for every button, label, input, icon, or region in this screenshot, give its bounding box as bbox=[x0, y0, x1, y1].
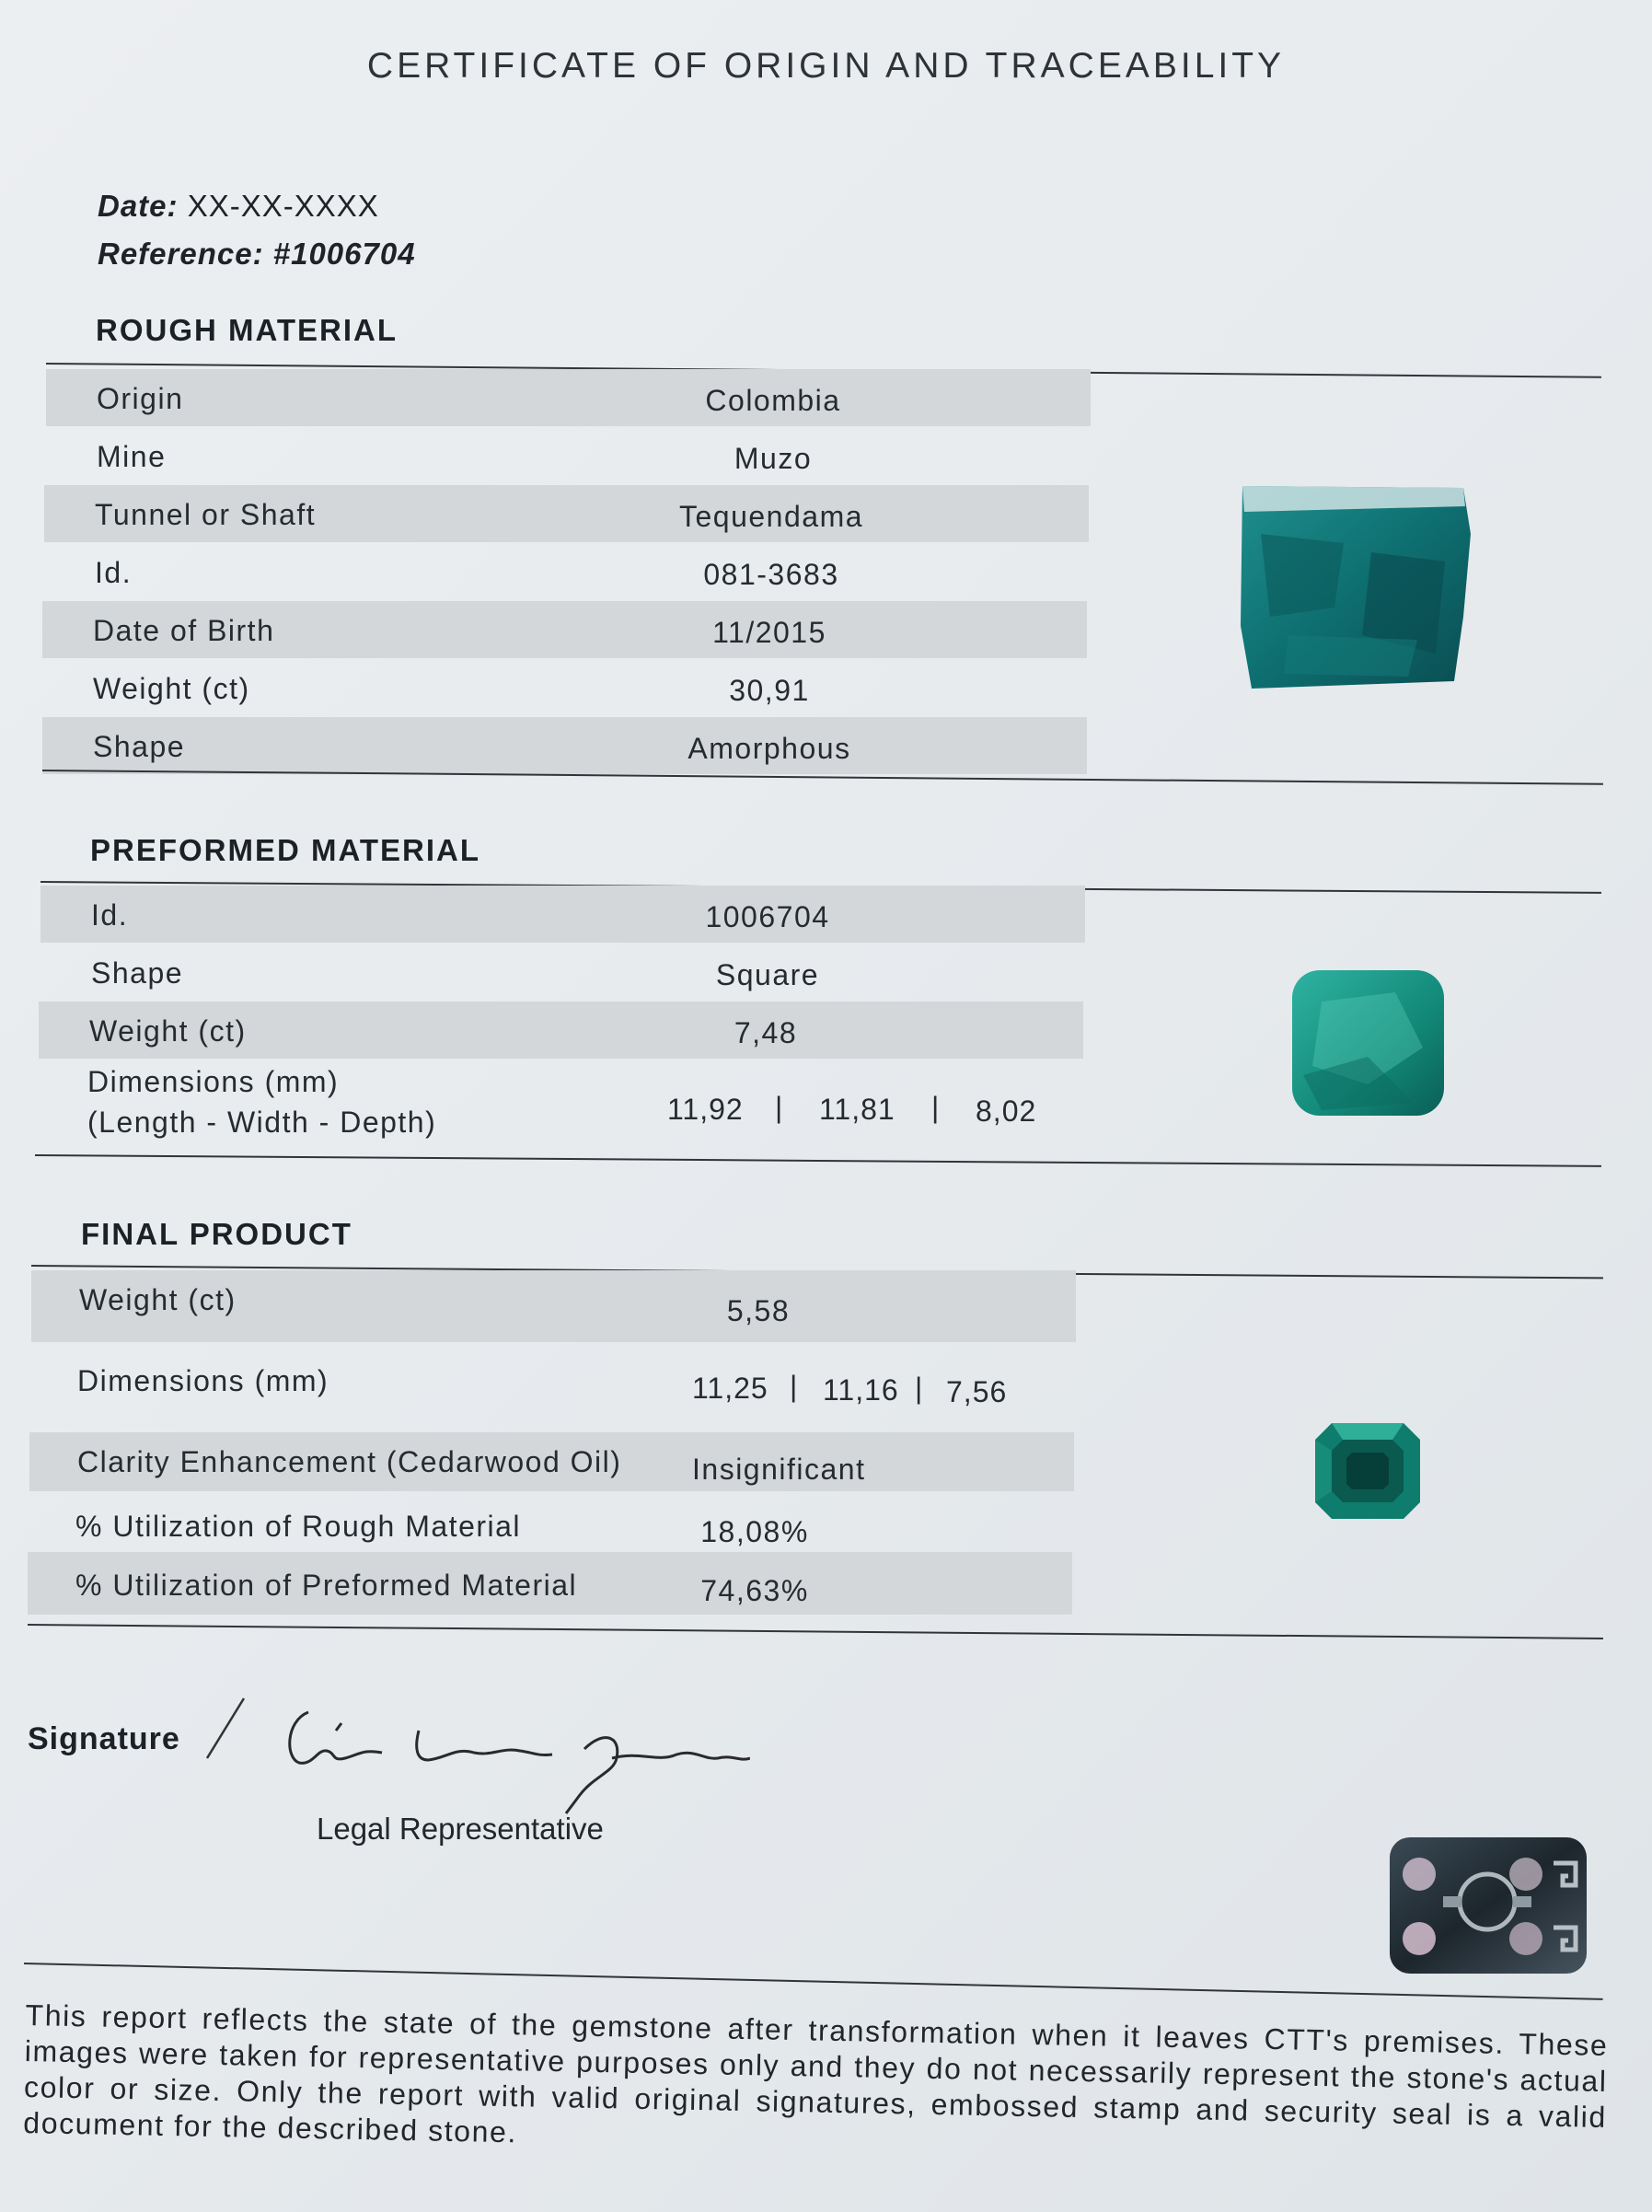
dimension-width: 11,81 bbox=[819, 1093, 895, 1126]
cut-emerald-image bbox=[1311, 1419, 1424, 1523]
dimensions-sublabel: (Length - Width - Depth) bbox=[87, 1106, 437, 1139]
row-value: Square bbox=[715, 958, 820, 991]
rough-material-heading: ROUGH MATERIAL bbox=[96, 313, 399, 347]
row-label: % Utilization of Rough Material bbox=[75, 1510, 522, 1543]
row-value: Tequendama bbox=[678, 500, 864, 533]
row-value: 30,91 bbox=[729, 674, 810, 707]
dimension-separator: | bbox=[931, 1091, 941, 1124]
row-value: 081-3683 bbox=[703, 558, 839, 591]
footer-rule bbox=[24, 1963, 1603, 2000]
row-value: Muzo bbox=[734, 442, 813, 475]
row-label: Shape bbox=[91, 956, 184, 990]
dimension-depth: 8,02 bbox=[976, 1094, 1037, 1128]
final-bottom-rule bbox=[28, 1624, 1603, 1639]
rough-row-origin bbox=[46, 369, 1091, 426]
row-label: Weight (ct) bbox=[79, 1283, 237, 1316]
handwritten-signature bbox=[198, 1694, 750, 1823]
row-label: Weight (ct) bbox=[93, 672, 250, 705]
preformed-row-id bbox=[40, 886, 1085, 943]
dimension-separator: | bbox=[915, 1372, 924, 1405]
preformed-row-dimensions bbox=[37, 1060, 1081, 1152]
dimensions-label: Dimensions (mm) bbox=[77, 1364, 329, 1397]
row-value: Colombia bbox=[705, 384, 841, 417]
final-row-weight bbox=[31, 1270, 1076, 1342]
preformed-bottom-rule bbox=[35, 1154, 1601, 1167]
row-label: Mine bbox=[97, 440, 167, 473]
date-value: XX-XX-XXXX bbox=[187, 189, 379, 223]
dimension-separator: | bbox=[775, 1091, 784, 1124]
certificate-title: CERTIFICATE OF ORIGIN AND TRACEABILITY bbox=[366, 46, 1286, 86]
row-value: Insignificant bbox=[692, 1453, 866, 1486]
preformed-row-shape bbox=[40, 944, 1085, 1001]
row-label: % Utilization of Preformed Material bbox=[75, 1569, 578, 1602]
date-label: Date: bbox=[98, 189, 179, 223]
dimension-separator: | bbox=[790, 1370, 799, 1403]
security-seal-hologram bbox=[1388, 1836, 1588, 1975]
dimensions-label: Dimensions (mm) bbox=[87, 1065, 340, 1098]
signature-label: Signature bbox=[28, 1721, 180, 1756]
rough-emerald-image bbox=[1233, 479, 1486, 695]
row-value: 5,58 bbox=[726, 1294, 791, 1327]
reference-value: #1006704 bbox=[272, 237, 416, 271]
preformed-material-heading: PREFORMED MATERIAL bbox=[90, 833, 481, 867]
rough-row-mine bbox=[46, 427, 1091, 484]
row-label: Id. bbox=[95, 556, 133, 589]
final-row-utilization-rough bbox=[28, 1493, 1072, 1552]
rough-row-id bbox=[44, 543, 1089, 600]
final-product-heading: FINAL PRODUCT bbox=[81, 1217, 352, 1251]
preformed-emerald-image bbox=[1285, 965, 1450, 1121]
row-label: Date of Birth bbox=[93, 614, 275, 647]
row-label: Shape bbox=[93, 730, 186, 763]
reference-line bbox=[98, 237, 416, 272]
row-label: Clarity Enhancement (Cedarwood Oil) bbox=[77, 1445, 622, 1478]
final-row-clarity bbox=[29, 1432, 1074, 1491]
dimension-width: 11,16 bbox=[823, 1373, 899, 1407]
row-label: Weight (ct) bbox=[89, 1014, 247, 1048]
date-line bbox=[98, 189, 379, 224]
dimension-depth: 7,56 bbox=[946, 1375, 1008, 1408]
dimension-length: 11,25 bbox=[692, 1372, 768, 1405]
row-value: 1006704 bbox=[705, 900, 830, 933]
row-label: Origin bbox=[97, 382, 184, 415]
rough-row-date-of-birth bbox=[42, 601, 1087, 658]
reference-label: Reference: bbox=[98, 237, 264, 271]
rough-row-shape bbox=[42, 717, 1087, 774]
dimension-length: 11,92 bbox=[667, 1093, 744, 1126]
row-value: 11/2015 bbox=[712, 616, 826, 649]
row-value: 18,08% bbox=[700, 1515, 809, 1548]
final-row-utilization-preformed bbox=[28, 1552, 1072, 1615]
row-label: Id. bbox=[91, 898, 129, 932]
final-row-dimensions bbox=[29, 1344, 1074, 1429]
legal-representative-label: Legal Representative bbox=[317, 1812, 604, 1846]
row-value: 74,63% bbox=[700, 1574, 809, 1607]
footer-disclaimer: This report reflects the state of the gemstone after transformation when it leaves CTT's premises. These images were taken for representative purposes only and they do not necessarily represent the stone's actual color or size. Only the report with valid original signatures, embossed stamp and security seal is a valid document for the described stone. bbox=[23, 1998, 1609, 2149]
row-value: 7,48 bbox=[734, 1016, 798, 1049]
row-value: Amorphous bbox=[687, 732, 851, 765]
preformed-row-weight bbox=[39, 1002, 1083, 1059]
rough-row-weight bbox=[42, 659, 1087, 716]
rough-row-tunnel bbox=[44, 485, 1089, 542]
row-label: Tunnel or Shaft bbox=[95, 498, 317, 531]
